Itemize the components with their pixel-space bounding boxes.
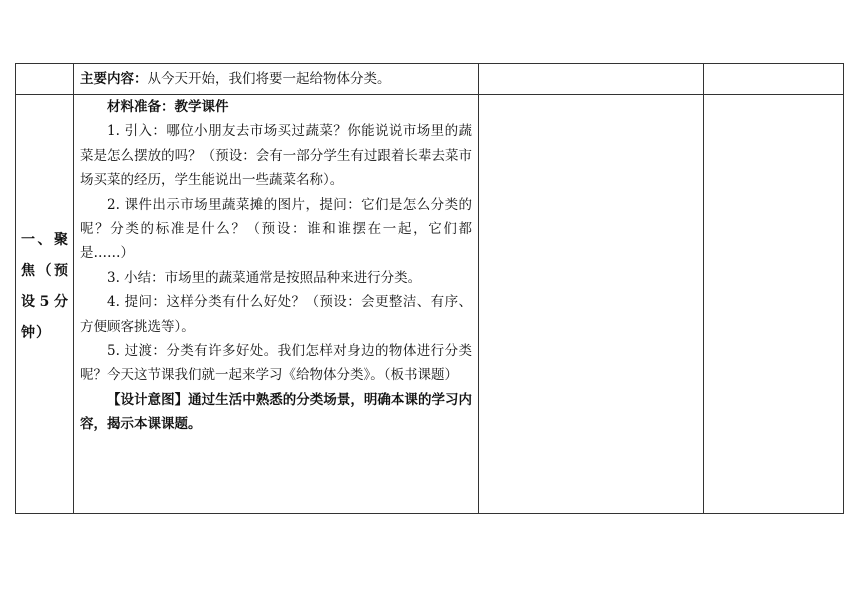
table-row [16, 95, 844, 514]
main-content-cell [74, 64, 479, 95]
stage-cell [16, 95, 74, 514]
main-content-label: 主要内容： [80, 71, 148, 87]
step-4-text: 4. 提问：这样分类有什么好处？（预设：会更整洁、有序、方便顾客挑选等）。 [80, 294, 472, 335]
empty-cell [479, 95, 704, 514]
empty-cell [704, 64, 844, 95]
step-2-text: 2. 课件出示市场里蔬菜摊的图片，提问：它们是怎么分类的呢？分类的标准是什么？（预设：谁和谁摆在一起，它们都是……） [80, 196, 472, 262]
design-intent-text: 【设计意图】通过生活中熟悉的分类场景，明确本课的学习内容，揭示本课课题。 [80, 391, 472, 433]
empty-cell [704, 95, 844, 514]
main-content-text: 从今天开始，我们将要一起给物体分类。 [147, 71, 391, 87]
activity-cell [74, 95, 479, 514]
empty-cell [479, 64, 704, 95]
stage-cell-empty [16, 64, 74, 95]
step-5-text: 5. 过渡：分类有许多好处。我们怎样对身边的物体进行分类呢？今天这节课我们就一起来学习《给物体分类》。（板书课题） [80, 343, 472, 384]
stage-label: 一、聚焦（预设5分钟） [21, 232, 69, 341]
materials-text: 材料准备：教学课件 [107, 99, 229, 115]
lesson-plan-table [15, 63, 844, 514]
step-1-text: 1. 引入：哪位小朋友去市场买过蔬菜？你能说说市场里的蔬菜是怎么摆放的吗？（预设：会有一部分学生有过跟着长辈去菜市场买菜的经历，学生能说出一些蔬菜名称）。 [80, 123, 472, 189]
table-row [16, 64, 844, 95]
step-3-text: 3. 小结：市场里的蔬菜通常是按照品种来进行分类。 [107, 269, 422, 286]
